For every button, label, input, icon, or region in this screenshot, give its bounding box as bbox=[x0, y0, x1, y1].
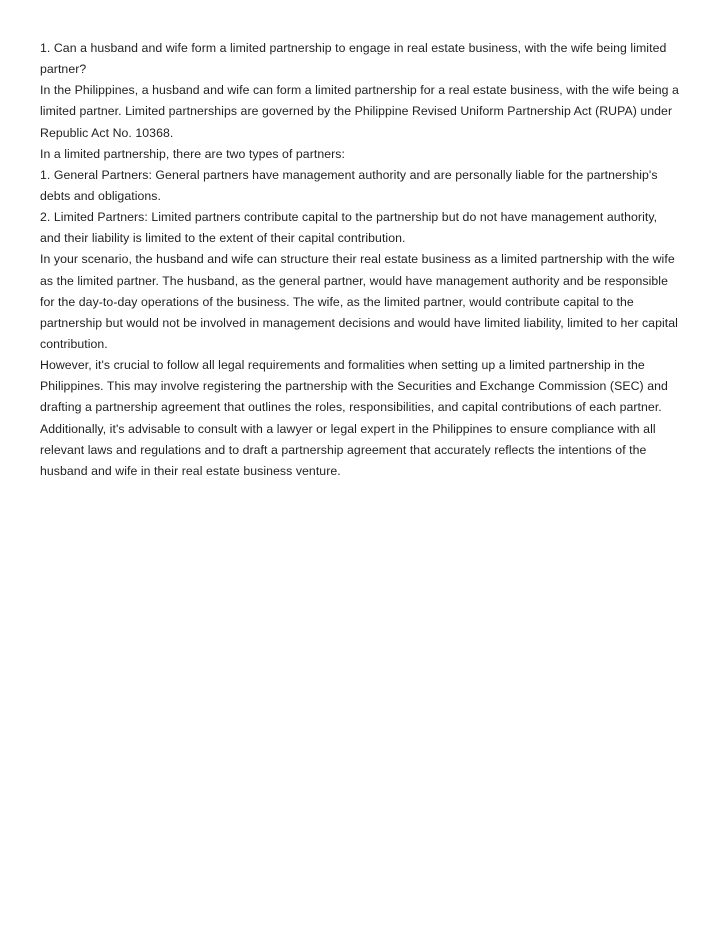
paragraph-limited-partners: 2. Limited Partners: Limited partners contribute capital to the partnership but do not have management authority, and their liability is limited to the extent of their capital contribution. bbox=[40, 210, 658, 246]
document-body bbox=[40, 38, 680, 482]
paragraph-scenario: In your scenario, the husband and wife can structure their real estate business as a limited partnership with the wife as the limited partner. The husband, as the general partner, would have management authority and be responsible for the day-to-day operations of the business. The wife, as the limited partner, would contribute capital to the partnership but would not be involved in management decisions and would have limited liability, limited to her capital contribution. bbox=[40, 252, 678, 351]
paragraph-advice: Additionally, it's advisable to consult with a lawyer or legal expert in the Philippines to ensure compliance with all relevant laws and regulations and to draft a partnership agreement that accurately reflects the intentions of the husband and wife in their real estate business venture. bbox=[40, 421, 656, 478]
paragraph-types-lead-in: In a limited partnership, there are two types of partners: bbox=[40, 146, 345, 161]
paragraph-general-partners: 1. General Partners: General partners have management authority and are personally liable for the partnership's debts and obligations. bbox=[40, 167, 658, 203]
paragraph-answer-intro: In the Philippines, a husband and wife can form a limited partnership for a real estate business, with the wife being a limited partner. Limited partnerships are governed by the Philippine Revised Uniform Partnership Act (RUPA) under Republic Act No. 10368. bbox=[40, 83, 679, 140]
paragraph-legal-requirements: However, it's crucial to follow all legal requirements and formalities when setting up a limited partnership in the Philippines. This may involve registering the partnership with the Securities and Exchange Commission (SEC) and drafting a partnership agreement that outlines the roles, responsibilities, and capital contributions of each partner. bbox=[40, 358, 668, 415]
paragraph-question: 1. Can a husband and wife form a limited partnership to engage in real estate business, with the wife being limited partner? bbox=[40, 41, 667, 77]
